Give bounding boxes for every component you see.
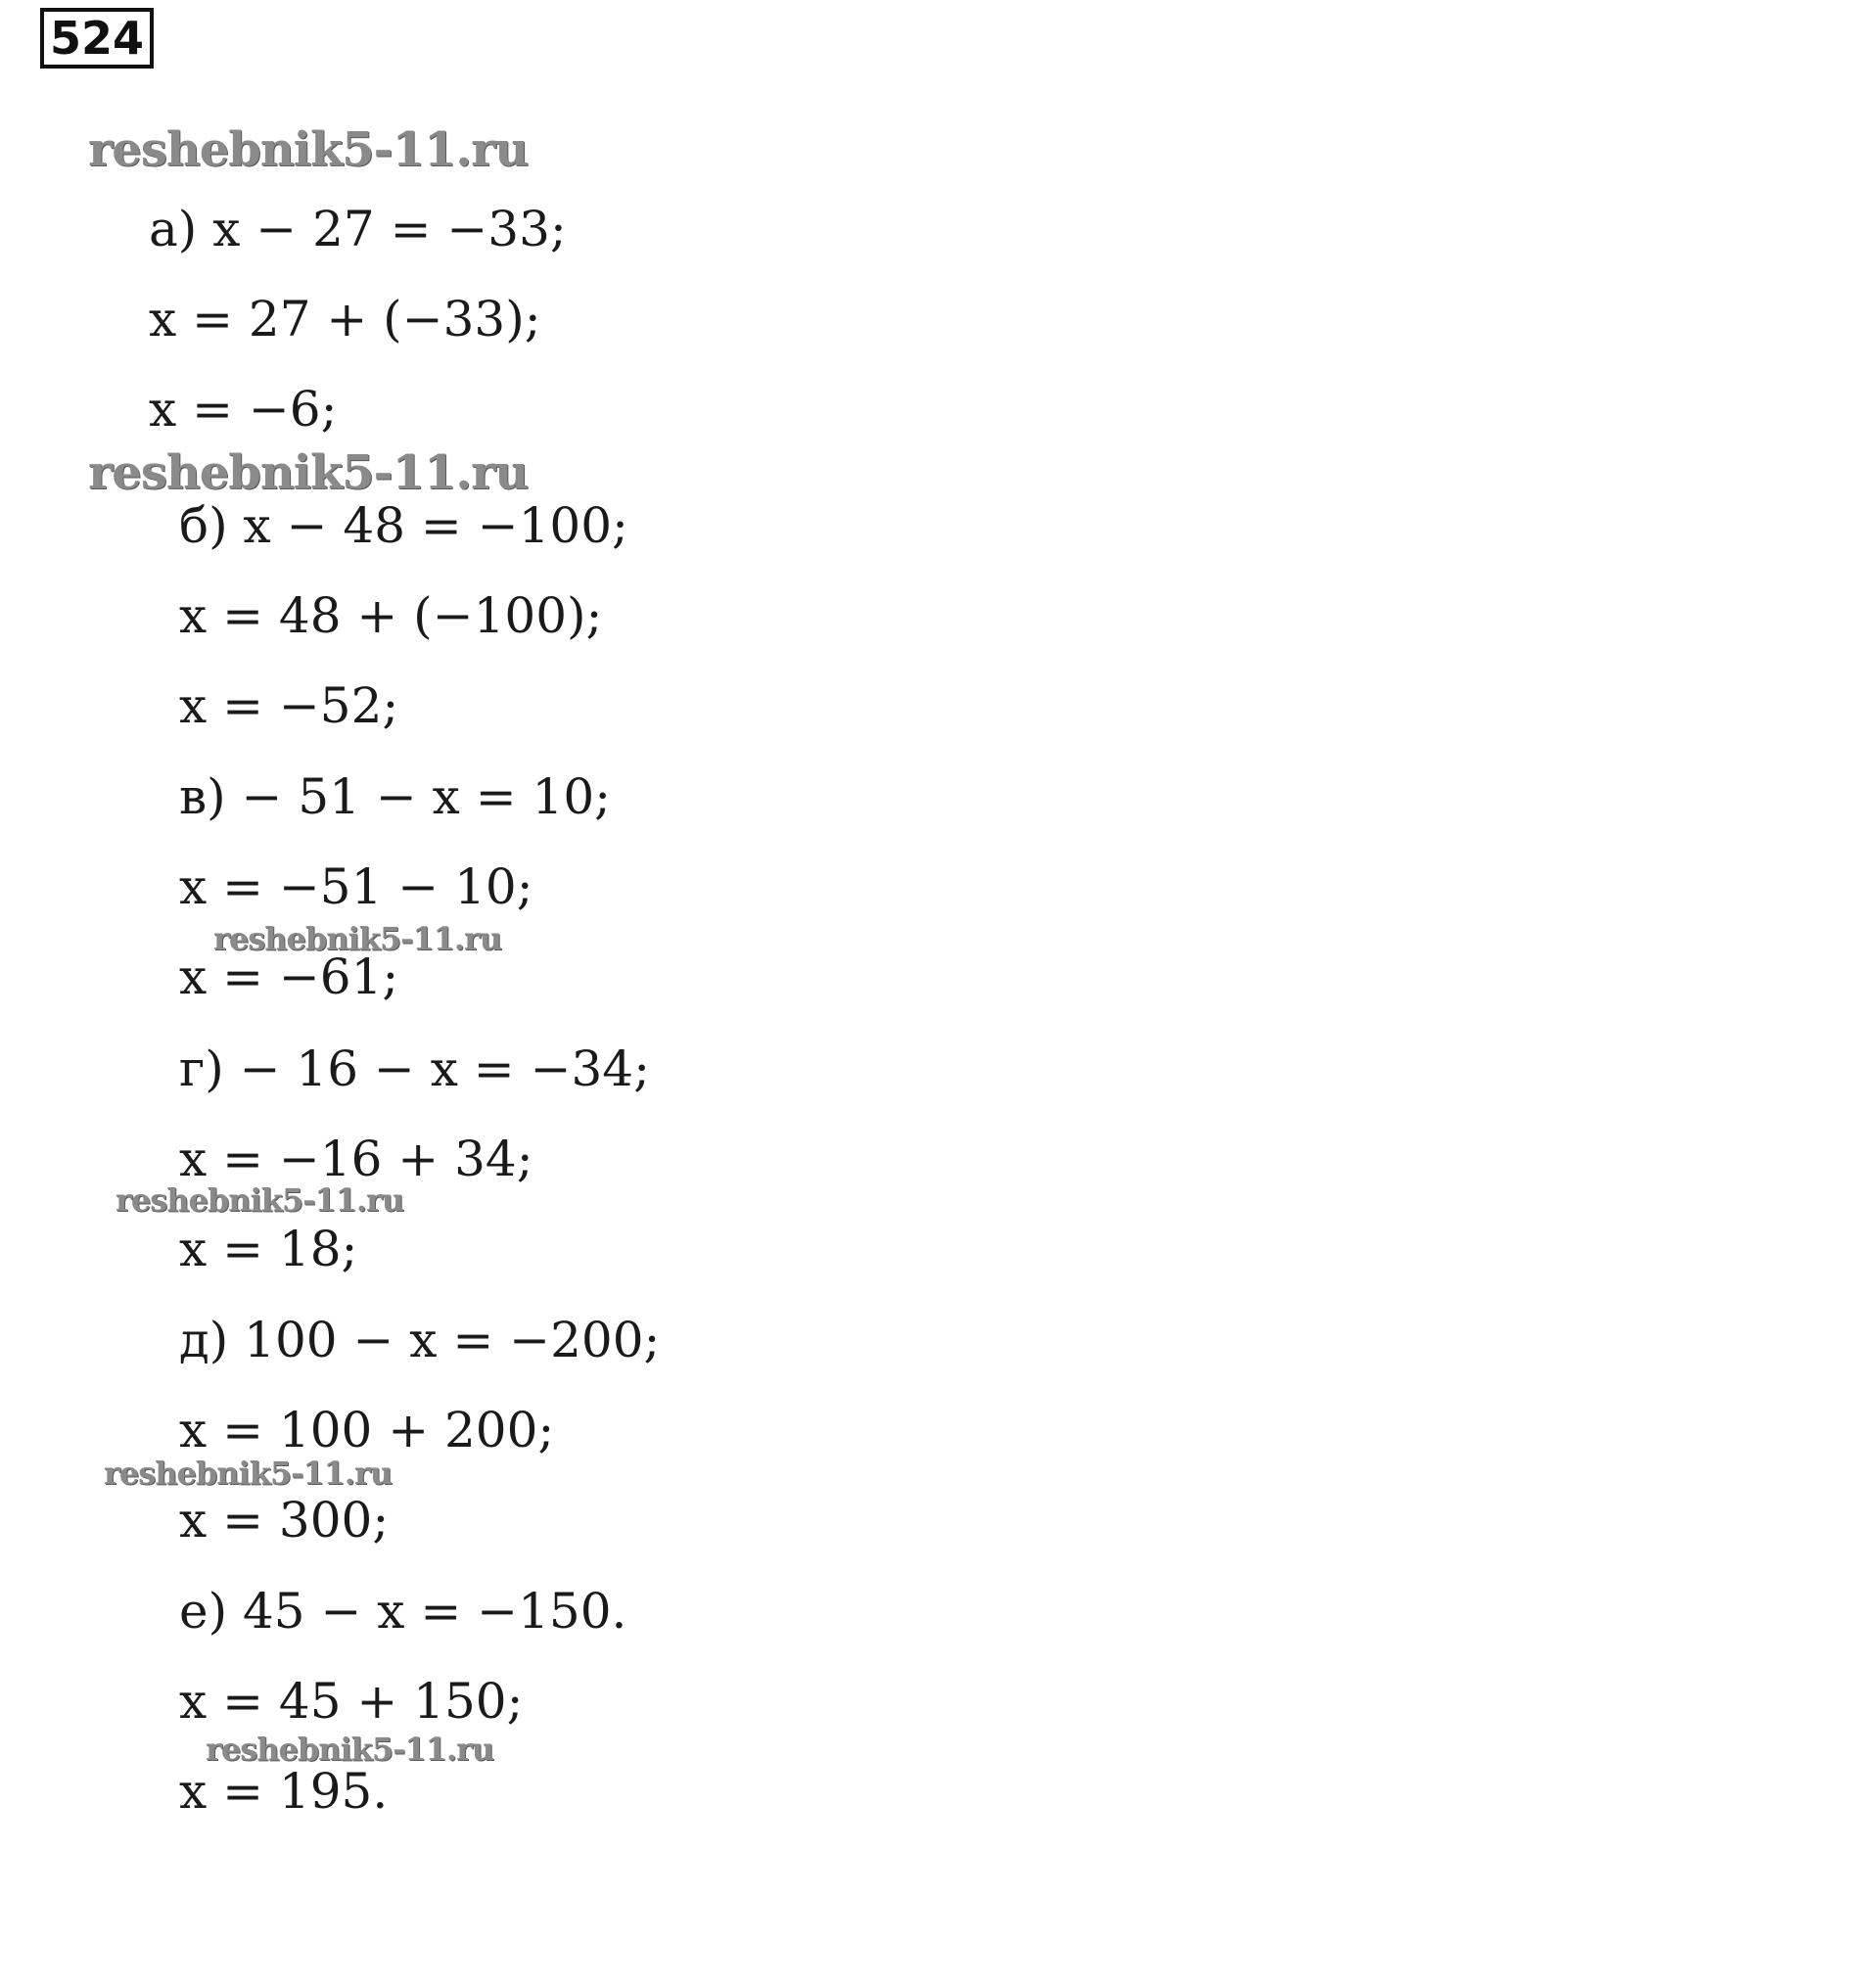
equation-line: x = 100 + 200; [179,1402,555,1458]
equation-line: е) 45 − x = −150. [179,1583,627,1640]
watermark: reshebnik5-11.ru [88,122,529,177]
watermark: reshebnik5-11.ru [206,1731,494,1768]
equation-line: x = −61; [179,948,399,1005]
equation-line: г) − 16 − x = −34; [179,1040,650,1097]
watermark: reshebnik5-11.ru [88,445,529,500]
equation-line: x = −51 − 10; [179,858,533,915]
equation-line: д) 100 − x = −200; [179,1312,661,1368]
problem-number: 524 [40,8,154,69]
equation-line: в) − 51 − x = 10; [179,768,611,825]
equation-line: x = 48 + (−100); [179,587,603,644]
equation-line: x = 45 + 150; [179,1673,524,1730]
equation-line: x = −52; [179,677,399,734]
equation-line: x = 300; [179,1492,390,1549]
equation-line: x = 18; [179,1221,358,1277]
equation-line: x = −16 + 34; [179,1131,533,1187]
equation-line: а) x − 27 = −33; [149,201,567,257]
equation-line: x = −6; [149,381,338,438]
equation-line: x = 27 + (−33); [149,291,541,347]
equation-line: б) x − 48 = −100; [179,497,628,554]
watermark: reshebnik5-11.ru [104,1455,393,1492]
equation-line: x = 195. [179,1763,389,1820]
watermark: reshebnik5-11.ru [116,1181,404,1219]
watermark: reshebnik5-11.ru [213,920,502,957]
